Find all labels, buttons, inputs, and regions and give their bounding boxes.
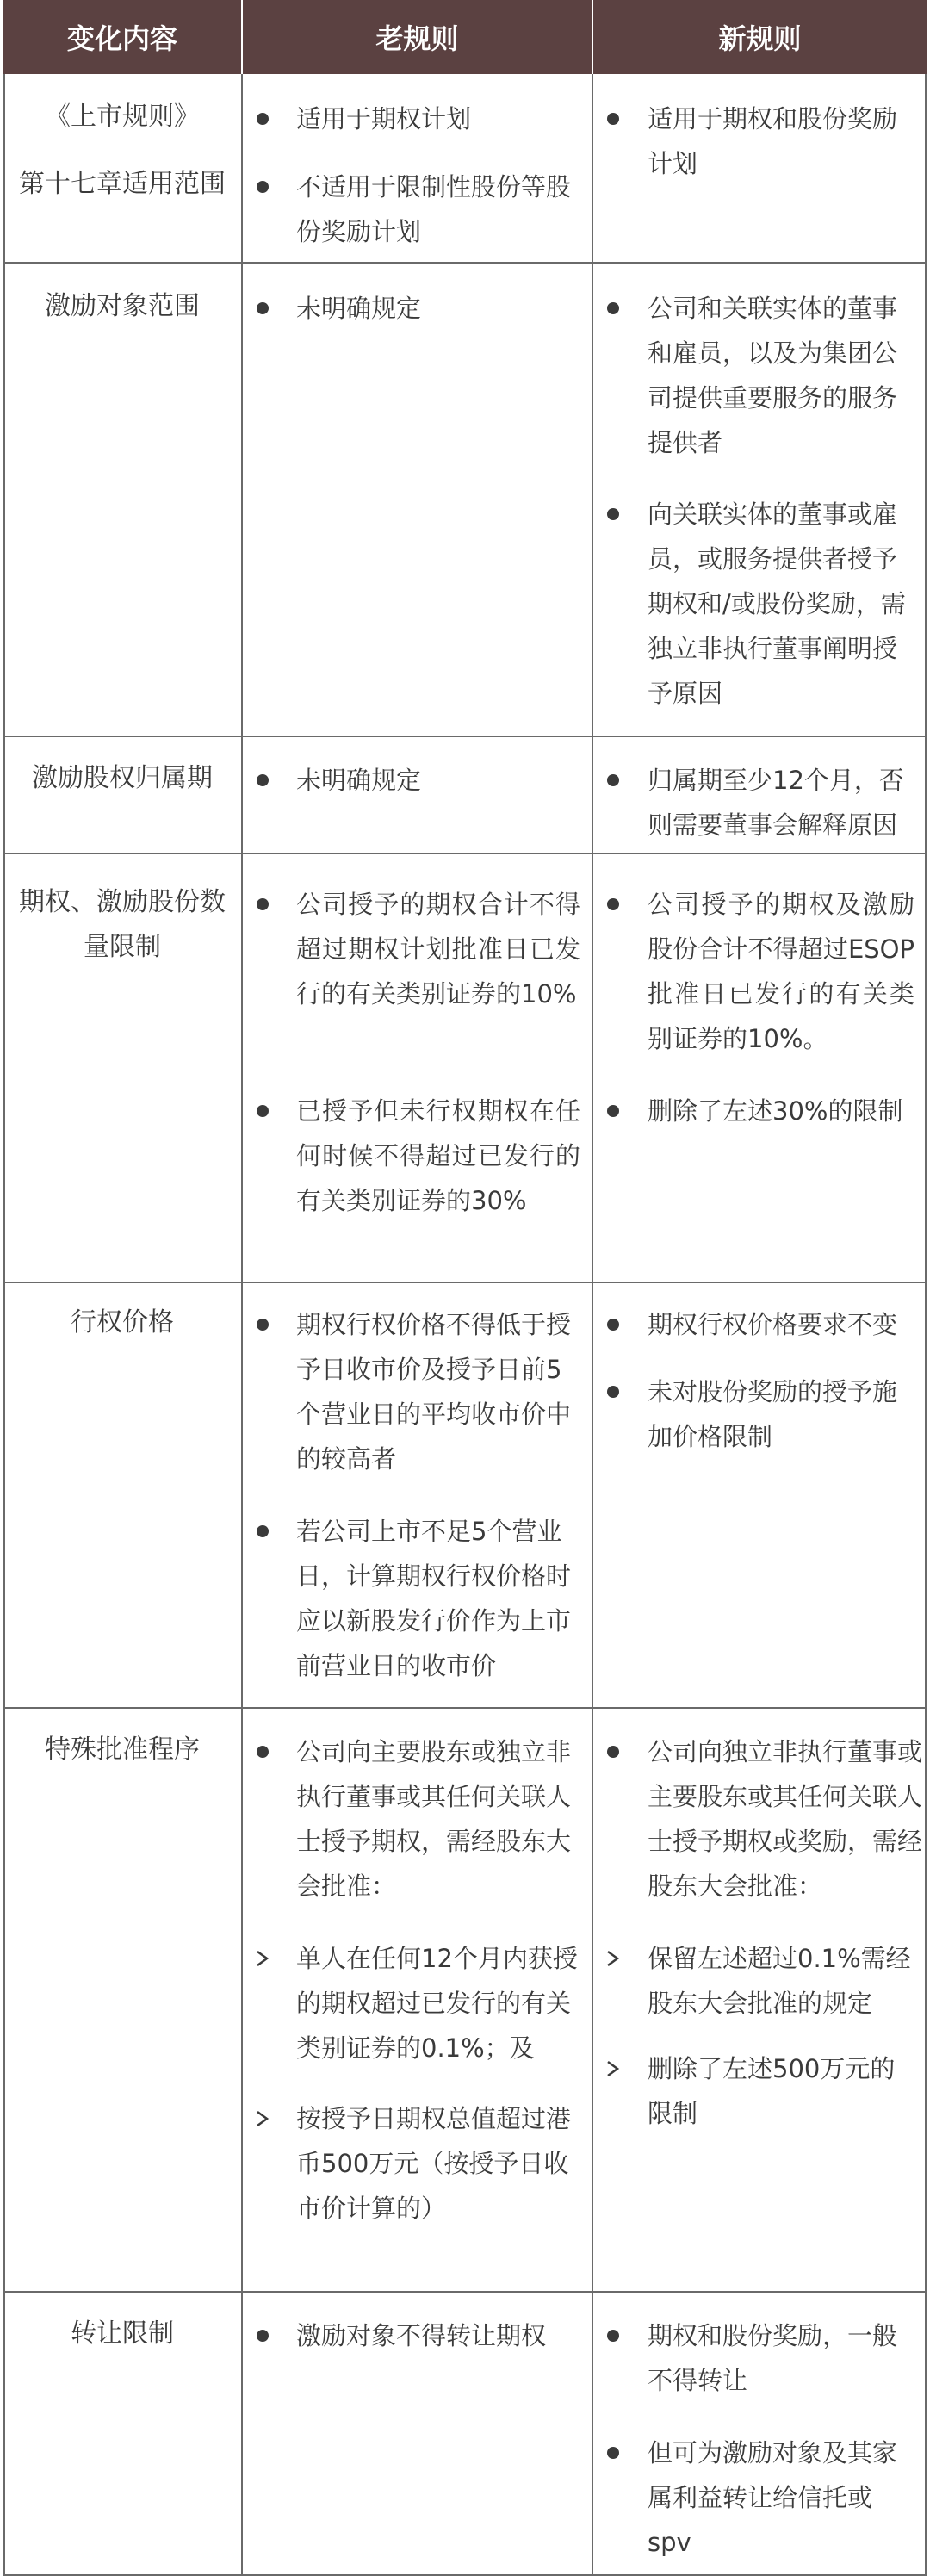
row-category bbox=[3, 2312, 241, 2356]
row-divider bbox=[3, 736, 927, 737]
category-line: 转让限制 bbox=[71, 2318, 174, 2349]
row-category bbox=[3, 880, 241, 970]
old-rule-item: 若公司上市不足5个营业日，计算期权行权价格时应以新股发行价作为上市前营业日的收市价 bbox=[296, 1517, 572, 1680]
new-rule-item: 归属期至少12个月，否则需要董事会解释原因 bbox=[648, 766, 904, 840]
row-category bbox=[3, 1300, 241, 1345]
new-rule-item: 向关联实体的董事或雇员，或服务提供者授予期权和/或股份奖励，需独立非执行董事阐明授予原因 bbox=[648, 500, 906, 708]
old-rule-item: 期权行权价格不得低于授予日收市价及授予日前5个营业日的平均收市价中的较高者 bbox=[296, 1310, 572, 1474]
new-rule-item: 但可为激励对象及其家属利益转让给信托或spv bbox=[648, 2438, 898, 2557]
new-rule-item: 公司授予的期权及激励股份合计不得超过ESOP批准日已发行的有关类别证券的10%。 bbox=[648, 890, 914, 1053]
bullet-icon bbox=[607, 1386, 619, 1398]
old-rule-item: 未明确规定 bbox=[296, 294, 422, 323]
old-rule-item: 不适用于限制性股份等股份奖励计划 bbox=[296, 172, 572, 246]
row-category bbox=[3, 756, 241, 801]
category-line: 激励股权归属期 bbox=[32, 763, 213, 793]
arrow-icon bbox=[253, 2109, 272, 2128]
old-rule-item: 公司向主要股东或独立非执行董事或其任何关联人士授予期权，需经股东大会批准： bbox=[296, 1737, 572, 1901]
bullet-icon bbox=[607, 2447, 619, 2459]
header-change-content: 变化内容 bbox=[66, 22, 177, 55]
bullet-icon bbox=[607, 1105, 619, 1117]
bullet-icon bbox=[607, 113, 619, 125]
old-rule-item: 适用于期权计划 bbox=[296, 104, 472, 133]
arrow-icon bbox=[253, 1949, 272, 1968]
old-rule-item: 未明确规定 bbox=[296, 766, 422, 795]
category-line: 特殊批准程序 bbox=[45, 1735, 200, 1765]
row-divider bbox=[3, 1282, 927, 1283]
row-category bbox=[3, 1728, 241, 1772]
bullet-icon bbox=[607, 1319, 619, 1331]
bullet-icon bbox=[257, 1525, 269, 1537]
row-category bbox=[3, 95, 241, 207]
old-rule-subitem: 单人在任何12个月内获授的期权超过已发行的有关类别证券的0.1%；及 bbox=[296, 1944, 578, 2063]
new-rule-item: 删除了左述30%的限制 bbox=[648, 1096, 903, 1126]
table-header bbox=[3, 0, 927, 74]
new-rule-item: 公司和关联实体的董事和雇员，以及为集团公司提供重要服务的服务提供者 bbox=[648, 294, 898, 457]
arrow-icon bbox=[604, 1949, 623, 1968]
bullet-icon bbox=[257, 113, 269, 125]
column-divider bbox=[241, 74, 243, 2576]
bullet-icon bbox=[257, 302, 269, 314]
bullet-icon bbox=[607, 774, 619, 786]
table-border-right bbox=[925, 74, 927, 2576]
bullet-icon bbox=[257, 1105, 269, 1117]
category-line: 行权价格 bbox=[71, 1307, 174, 1338]
category-line: 第十七章适用范围 bbox=[19, 169, 226, 199]
bullet-icon bbox=[607, 2330, 619, 2342]
comparison-table bbox=[3, 0, 927, 2576]
bullet-icon bbox=[257, 181, 269, 193]
new-rule-item: 公司向独立非执行董事或主要股东或其任何关联人士授予期权或奖励，需经股东大会批准： bbox=[648, 1737, 923, 1901]
bullet-icon bbox=[257, 1746, 269, 1758]
category-line: 激励对象范围 bbox=[45, 291, 200, 321]
category-line: 量限制 bbox=[84, 932, 161, 962]
header-old-rules: 老规则 bbox=[375, 22, 459, 55]
new-rule-subitem: 删除了左述500万元的限制 bbox=[648, 2054, 896, 2128]
row-divider bbox=[3, 1707, 927, 1709]
bullet-icon bbox=[257, 1319, 269, 1331]
bullet-icon bbox=[257, 774, 269, 786]
row-category bbox=[3, 284, 241, 329]
old-rule-item: 激励对象不得转让期权 bbox=[296, 2321, 547, 2350]
old-rule-item: 已授予但未行权期权在任何时候不得超过已发行的有关类别证券的30% bbox=[296, 1096, 580, 1215]
row-divider bbox=[3, 2291, 927, 2293]
new-rule-item: 适用于期权和股份奖励计划 bbox=[648, 104, 898, 178]
bullet-icon bbox=[257, 898, 269, 910]
arrow-icon bbox=[604, 2059, 623, 2078]
row-divider bbox=[3, 262, 927, 264]
bullet-icon bbox=[607, 898, 619, 910]
category-line: 期权、激励股份数 bbox=[19, 887, 226, 917]
header-new-rules: 新规则 bbox=[718, 22, 802, 55]
column-divider bbox=[592, 74, 593, 2576]
old-rule-item: 公司授予的期权合计不得超过期权计划批准日已发行的有关类别证券的10% bbox=[296, 890, 580, 1009]
bullet-icon bbox=[607, 302, 619, 314]
row-divider bbox=[3, 853, 927, 854]
bullet-icon bbox=[607, 508, 619, 520]
new-rule-item: 未对股份奖励的授予施加价格限制 bbox=[648, 1377, 898, 1451]
bullet-icon bbox=[257, 2330, 269, 2342]
old-rule-subitem: 按授予日期权总值超过港币500万元（按授予日收市价计算的） bbox=[296, 2104, 572, 2223]
new-rule-item: 期权和股份奖励，一般不得转让 bbox=[648, 2321, 898, 2395]
bullet-icon bbox=[607, 1746, 619, 1758]
new-rule-item: 期权行权价格要求不变 bbox=[648, 1310, 898, 1339]
new-rule-subitem: 保留左述超过0.1%需经股东大会批准的规定 bbox=[648, 1944, 911, 2018]
category-line: 《上市规则》 bbox=[45, 102, 200, 132]
